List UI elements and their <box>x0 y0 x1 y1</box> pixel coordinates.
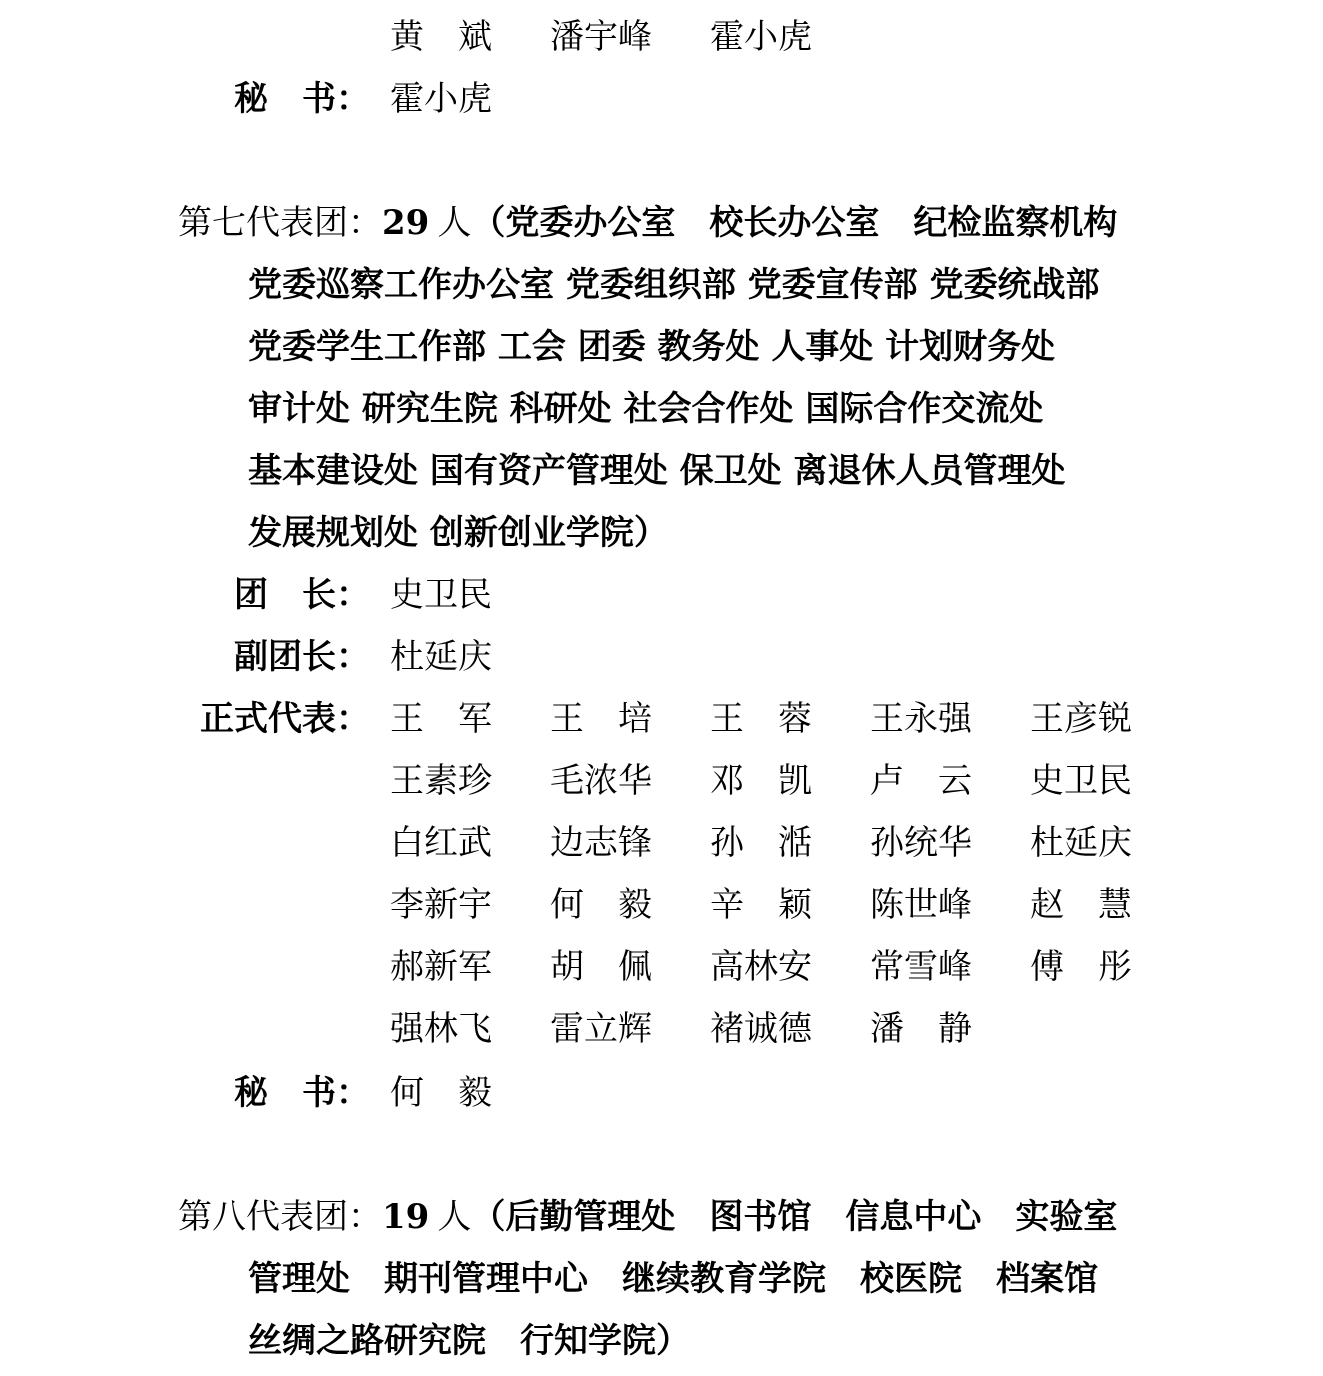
rep-name: 王永强 <box>870 699 972 739</box>
rep-name: 王素珍 <box>390 761 492 801</box>
rep-name: 赵 慧 <box>1030 885 1132 925</box>
rep-name: 王 培 <box>550 699 652 739</box>
rep-name: 陈世峰 <box>870 885 972 925</box>
member-name: 黄 斌 <box>390 17 492 57</box>
group8-label: 第八代表团： <box>178 1197 382 1237</box>
deputy-value: 杜延庆 <box>390 637 492 677</box>
rep-name: 孙统华 <box>870 823 972 863</box>
rep-name: 王 蓉 <box>710 699 812 739</box>
rep-name: 褚诚德 <box>710 1009 812 1049</box>
rep-name: 卢 云 <box>870 761 972 801</box>
rep-name: 高林安 <box>710 947 812 987</box>
rep-name: 辛 颖 <box>710 885 812 925</box>
dept-line-text: 审计处 研究生院 科研处 社会合作处 国际合作交流处 <box>248 389 1044 429</box>
leader-label: 团 长： <box>234 575 370 615</box>
rep-name: 傅 彤 <box>1030 947 1132 987</box>
group8-count: 19 <box>382 1197 430 1237</box>
rep-name: 常雪峰 <box>870 947 972 987</box>
leader-value: 史卫民 <box>390 575 492 615</box>
secretary-value: 何 毅 <box>390 1073 492 1113</box>
dept-line-text: 丝绸之路研究院 行知学院） <box>248 1321 690 1361</box>
member-name: 霍小虎 <box>710 17 812 57</box>
group8-unit: 人 <box>437 1197 472 1237</box>
dept-line-text: 基本建设处 国有资产管理处 保卫处 离退休人员管理处 <box>248 451 1066 491</box>
rep-name: 毛浓华 <box>550 761 652 801</box>
deputy-label: 副团长： <box>234 637 370 677</box>
dept-line-text: 管理处 期刊管理中心 继续教育学院 校医院 档案馆 <box>248 1259 1098 1299</box>
rep-name: 强林飞 <box>390 1009 492 1049</box>
rep-name: 王 军 <box>390 699 492 739</box>
rep-name: 孙 湉 <box>710 823 812 863</box>
secretary-label: 秘 书： <box>234 1073 370 1113</box>
reps-label: 正式代表： <box>200 699 370 739</box>
group8-header-depts: （后勤管理处 图书馆 信息中心 实验室 <box>471 1197 1118 1237</box>
group7-count: 29 <box>382 203 430 243</box>
group7-header-depts: （党委办公室 校长办公室 纪检监察机构 <box>471 203 1118 243</box>
rep-name: 王彦锐 <box>1030 699 1132 739</box>
rep-name: 邓 凯 <box>710 761 812 801</box>
secretary-label: 秘 书： <box>234 79 370 119</box>
rep-name: 潘 静 <box>870 1009 972 1049</box>
rep-name: 边志锋 <box>550 823 652 863</box>
rep-name: 雷立辉 <box>550 1009 652 1049</box>
rep-name: 李新宇 <box>390 885 492 925</box>
dept-line-text: 发展规划处 创新创业学院） <box>248 513 668 553</box>
rep-name: 杜延庆 <box>1030 823 1132 863</box>
rep-name: 胡 佩 <box>550 947 652 987</box>
member-name: 潘宇峰 <box>550 17 652 57</box>
group7-label: 第七代表团： <box>178 203 382 243</box>
rep-name: 何 毅 <box>550 885 652 925</box>
dept-line-text: 党委学生工作部 工会 团委 教务处 人事处 计划财务处 <box>248 327 1056 367</box>
rep-name: 白红武 <box>390 823 492 863</box>
group7-unit: 人 <box>437 203 472 243</box>
rep-name: 郝新军 <box>390 947 492 987</box>
rep-name: 史卫民 <box>1030 761 1132 801</box>
secretary-value: 霍小虎 <box>390 79 492 119</box>
dept-line-text: 党委巡察工作办公室 党委组织部 党委宣传部 党委统战部 <box>248 265 1100 305</box>
